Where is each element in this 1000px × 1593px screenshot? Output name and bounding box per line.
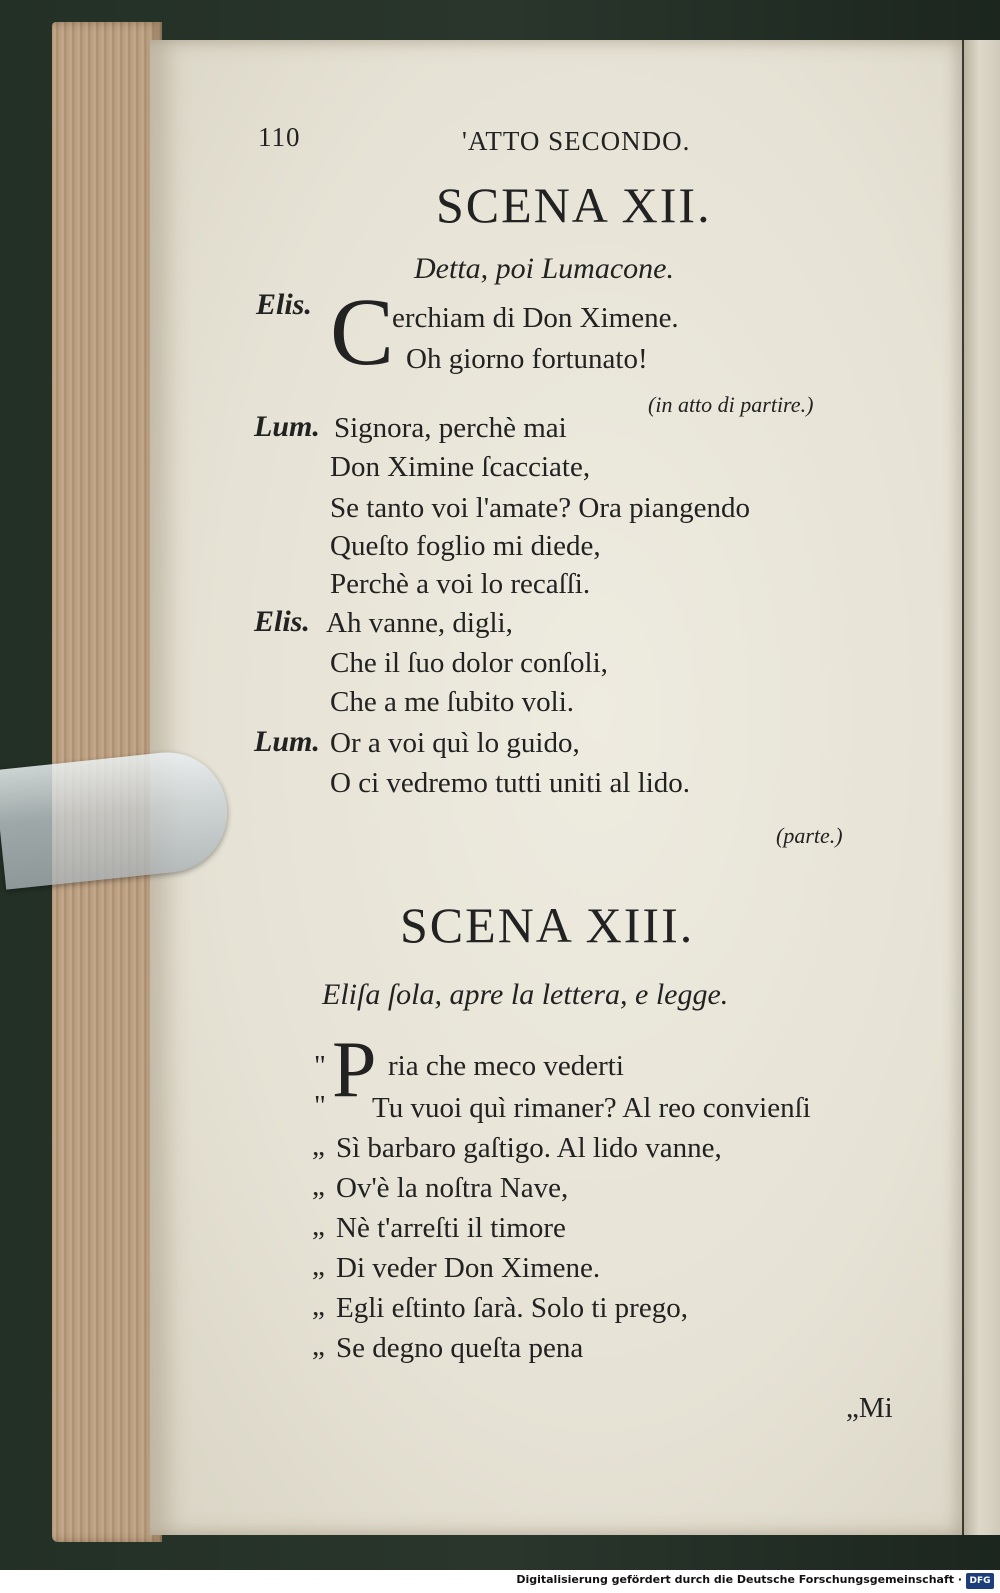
drop-cap: C <box>330 278 395 385</box>
verse-line: Di veder Don Ximene. <box>336 1252 601 1284</box>
quote-mark: „ <box>312 1290 325 1322</box>
page-number: 110 <box>258 122 301 152</box>
verse-line: Se degno queſta pena <box>336 1332 584 1364</box>
verse-line: Don Ximine ſcacciate, <box>330 451 591 483</box>
quote-mark: „ <box>312 1170 325 1202</box>
verse-line: Tu vuoi quì rimaner? Al reo convienſi <box>372 1092 811 1124</box>
quote-mark: „ <box>312 1250 325 1282</box>
scene-12-subtitle: Detta, poi Lumacone. <box>414 252 674 285</box>
quote-mark: „ <box>312 1330 325 1362</box>
verse-line: Ah vanne, digli, <box>326 607 513 639</box>
speaker-label: Elis. <box>256 288 312 321</box>
verse-line: Oh giorno fortunato! <box>406 343 648 375</box>
verse-line: erchiam di Don Ximene. <box>392 302 679 334</box>
verse-line: Egli eſtinto ſarà. Solo ti prego, <box>336 1292 688 1324</box>
facing-page-edge <box>962 40 1000 1535</box>
scene-13-subtitle: Eliſa ſola, apre la lettera, e legge. <box>322 978 729 1011</box>
verse-line: Che il ſuo dolor conſoli, <box>330 647 608 679</box>
quote-mark: „ <box>312 1210 325 1242</box>
verse-line: Nè t'arreſti il timore <box>336 1212 566 1244</box>
speaker-label: Lum. <box>254 410 320 443</box>
dfg-logo: DFG <box>966 1573 994 1589</box>
drop-cap: P <box>332 1026 377 1114</box>
verse-line: O ci vedremo tutti uniti al lido. <box>330 767 691 799</box>
verse-line: Queſto foglio mi diede, <box>330 530 601 562</box>
speaker-label: Lum. <box>254 725 320 758</box>
catchword: „Mi <box>846 1392 893 1424</box>
quote-mark: " <box>314 1050 326 1082</box>
verse-line: Che a me ſubito voli. <box>330 686 575 718</box>
quote-mark: " <box>314 1090 326 1122</box>
verse-line: Or a voi quì lo guido, <box>330 727 580 759</box>
verse-line: Ov'è la noſtra Nave, <box>336 1172 569 1204</box>
verse-line: Se tanto voi l'amate? Ora piangendo <box>330 492 750 524</box>
running-head: 'ATTO SECONDO. <box>462 126 691 156</box>
footer-bar <box>0 1570 1000 1593</box>
stage-direction: (in atto di partire.) <box>648 392 814 417</box>
scene-13-title: SCENA XIII. <box>400 897 695 953</box>
stage-direction: (parte.) <box>776 823 843 848</box>
funding-notice: Digitalisierung gefördert durch die Deutsche Forschungsgemeinschaft · <box>516 1573 962 1586</box>
speaker-label: Elis. <box>254 605 310 638</box>
verse-line: Perchè a voi lo recaſſi. <box>330 568 591 600</box>
verse-line: Signora, perchè mai <box>334 412 567 444</box>
quote-mark: „ <box>312 1130 325 1162</box>
scene-12-title: SCENA XII. <box>436 177 712 233</box>
verse-line: Sì barbaro gaſtigo. Al lido vanne, <box>336 1132 722 1164</box>
verse-line: ria che meco vederti <box>388 1050 624 1082</box>
